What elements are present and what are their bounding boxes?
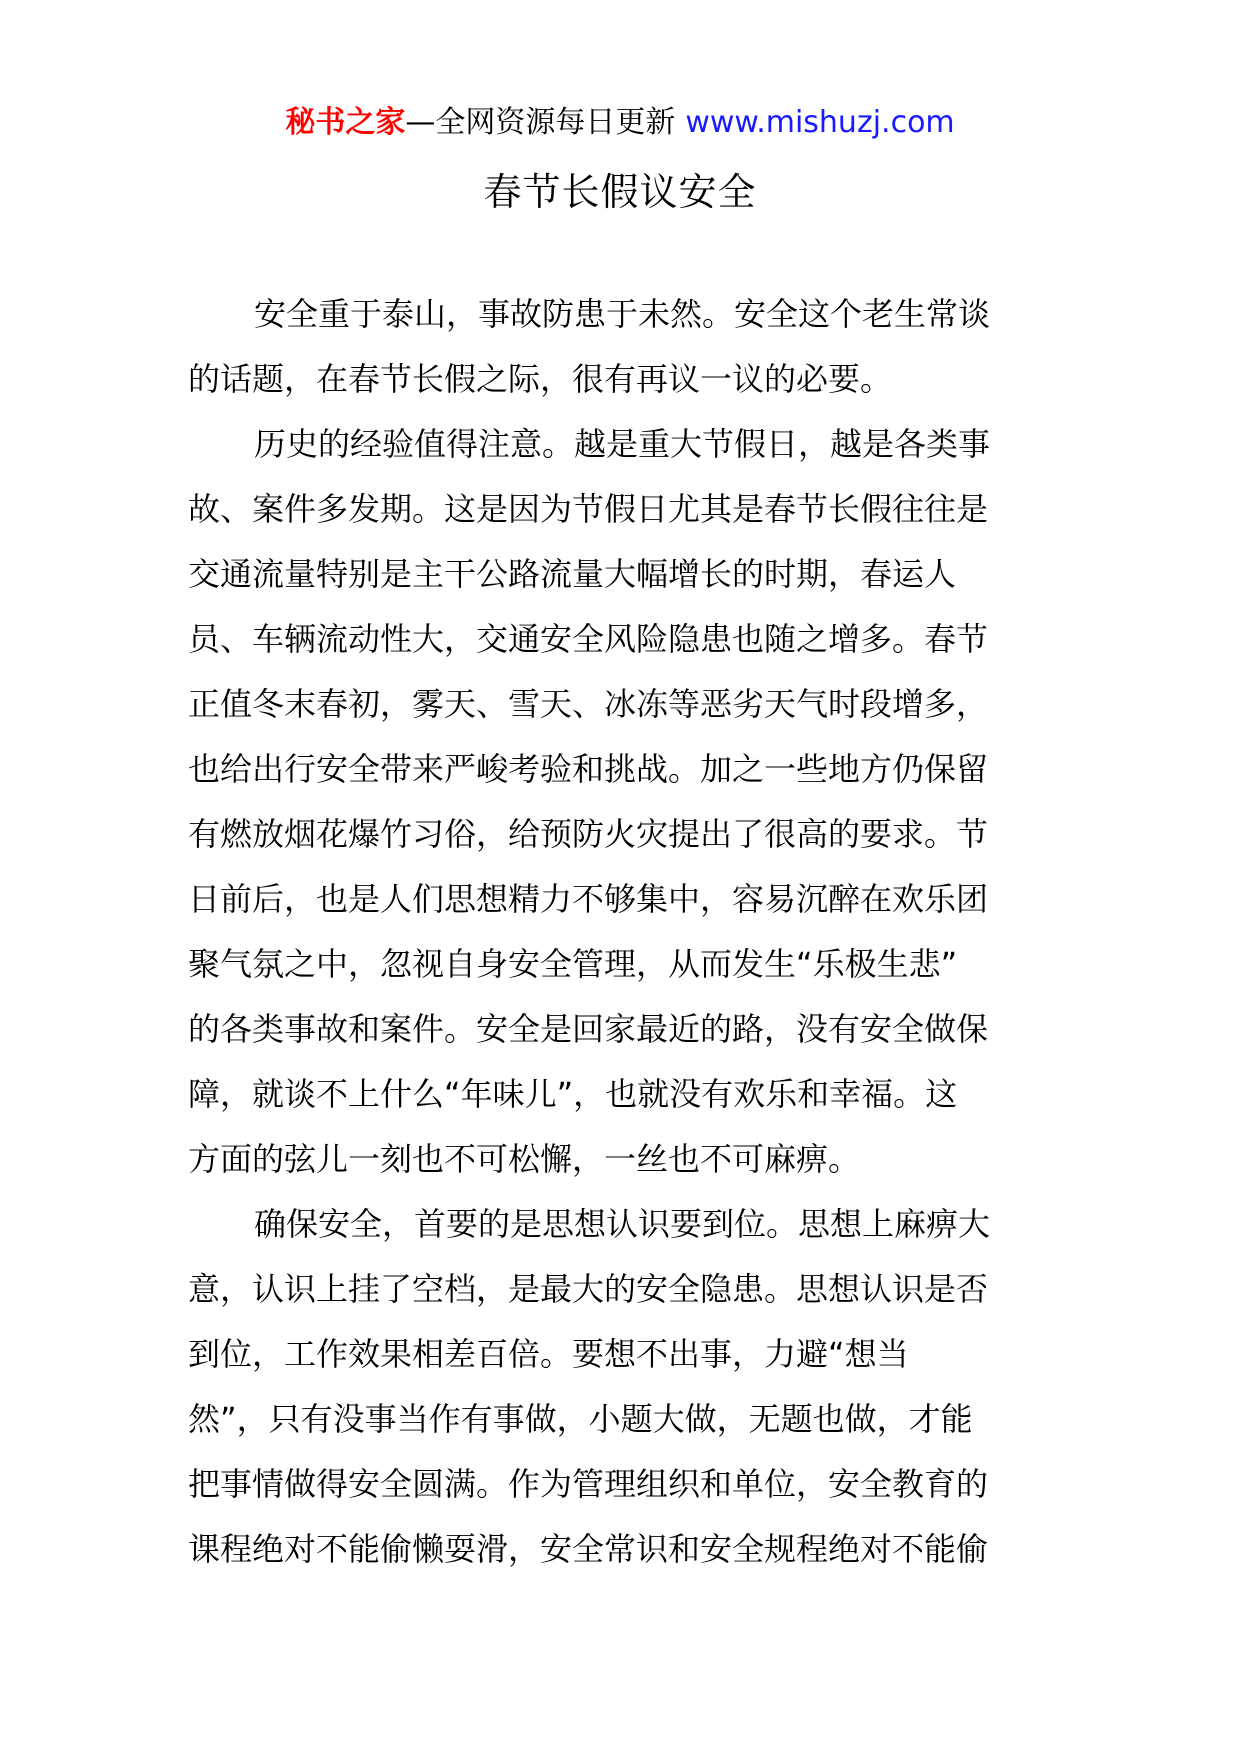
paragraph-line: 有燃放烟花爆竹习俗，给预防火灾提出了很高的要求。节 bbox=[188, 815, 989, 853]
paragraph-line: 正值冬末春初，雾天、雪天、冰冻等恶劣天气时段增多， bbox=[188, 685, 989, 723]
paragraph-line: 故、案件多发期。这是因为节假日尤其是春节长假往往是 bbox=[188, 490, 989, 528]
brand-name: 秘书之家 bbox=[285, 105, 406, 140]
paragraph-line: 也给出行安全带来严峻考验和挑战。加之一些地方仍保留 bbox=[188, 750, 989, 788]
paragraph-line: 安全重于泰山，事故防患于未然。安全这个老生常谈 bbox=[254, 295, 991, 333]
paragraph-line: 方面的弦儿一刻也不可松懈，一丝也不可麻痹。 bbox=[188, 1140, 861, 1178]
document-body bbox=[188, 291, 1054, 1591]
paragraph-line: 确保安全，首要的是思想认识要到位。思想上麻痹大 bbox=[254, 1205, 991, 1243]
header-tagline: —全网资源每日更新 bbox=[405, 105, 676, 140]
paragraph-line: 然”，只有没事当作有事做，小题大做，无题也做，才能 bbox=[188, 1400, 973, 1438]
paragraph-line: 员、车辆流动性大，交通安全风险隐患也随之增多。春节 bbox=[188, 620, 989, 658]
paragraph-line: 交通流量特别是主干公路流量大幅增长的时期，春运人 bbox=[188, 555, 957, 593]
paragraph-line: 日前后，也是人们思想精力不够集中，容易沉醉在欢乐团 bbox=[188, 880, 989, 918]
paragraph-line: 的话题，在春节长假之际，很有再议一议的必要。 bbox=[188, 360, 893, 398]
paragraph-line: 历史的经验值得注意。越是重大节假日，越是各类事 bbox=[254, 425, 991, 463]
paragraph-line: 聚气氛之中，忽视自身安全管理，从而发生“乐极生悲” bbox=[188, 945, 958, 983]
header-banner bbox=[0, 103, 1240, 143]
paragraph-line: 到位，工作效果相差百倍。要想不出事，力避“想当 bbox=[188, 1335, 909, 1373]
paragraph-line: 课程绝对不能偷懒耍滑，安全常识和安全规程绝对不能偷 bbox=[188, 1530, 989, 1568]
paragraph-line: 的各类事故和案件。安全是回家最近的路，没有安全做保 bbox=[188, 1010, 989, 1048]
document-title: 春节长假议安全 bbox=[483, 170, 757, 214]
paragraph-line: 意，认识上挂了空档，是最大的安全隐患。思想认识是否 bbox=[188, 1270, 989, 1308]
paragraph-line: 把事情做得安全圆满。作为管理组织和单位，安全教育的 bbox=[188, 1465, 989, 1503]
site-url-link[interactable]: www.mishuzj.com bbox=[685, 105, 955, 140]
paragraph-line: 障，就谈不上什么“年味儿”，也就没有欢乐和幸福。这 bbox=[188, 1075, 958, 1113]
